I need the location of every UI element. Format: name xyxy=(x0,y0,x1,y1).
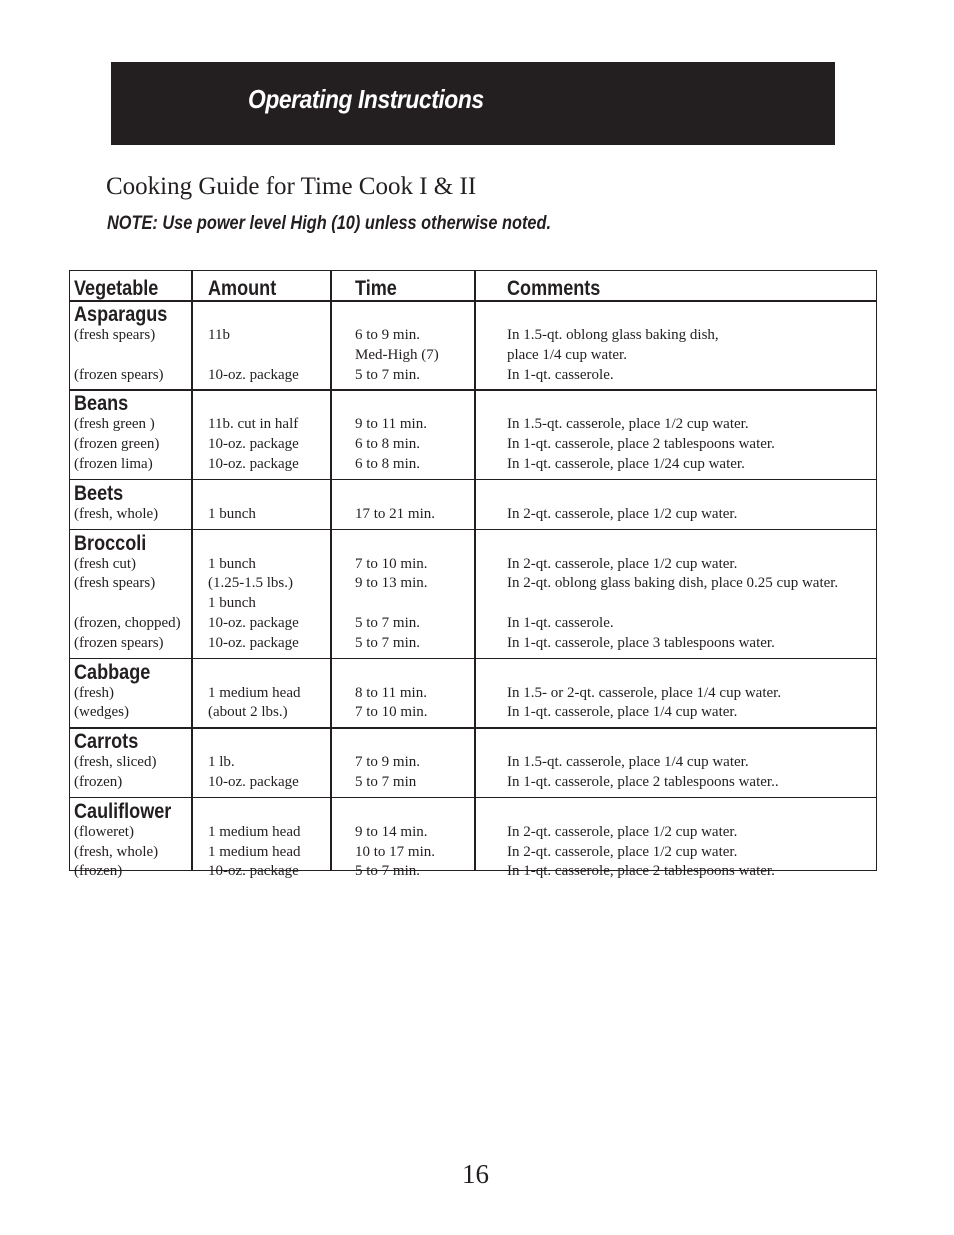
table-cell-time: 17 to 21 min. xyxy=(355,505,436,522)
table-cell-time: 7 to 10 min. xyxy=(355,555,428,572)
table-cell-amount: 1 bunch xyxy=(208,595,256,612)
table-cell-type: (frozen green) xyxy=(74,436,160,453)
table-cell-comment: In 1-qt. casserole. xyxy=(507,615,614,631)
table-cell-type: (frozen) xyxy=(74,863,123,880)
column-header: Comments xyxy=(507,277,601,300)
table-cell-time: 7 to 10 min. xyxy=(355,704,428,721)
column-header: Time xyxy=(355,277,397,300)
table-cell-comment: In 1-qt. casserole, place 2 tablespoons water. xyxy=(507,436,775,453)
table-cell-comment: In 1-qt. casserole, place 1/4 cup water. xyxy=(507,704,738,721)
power-level-note: NOTE: Use power level High (10) unless otherwise noted. xyxy=(107,213,552,234)
vegetable-group-title: Broccoli xyxy=(74,531,147,555)
table-cell-amount: 10-oz. package xyxy=(208,366,299,383)
table-cell-type: (fresh, whole) xyxy=(74,843,159,860)
table-cell-comment: In 2-qt. casserole, place 1/2 cup water. xyxy=(507,555,738,572)
table-cell-comment: In 1-qt. casserole, place 2 tablespoons water.. xyxy=(507,774,779,790)
table-cell-type: (fresh) xyxy=(74,684,114,701)
table-cell-amount: 1 bunch xyxy=(208,505,256,522)
table-cell-comment: In 2-qt. casserole, place 1/2 cup water. xyxy=(507,823,738,840)
table-cell-time: 8 to 11 min. xyxy=(355,684,427,701)
table-cell-comment: In 1-qt. casserole, place 1/24 cup water. xyxy=(507,456,745,472)
vegetable-group-title: Carrots xyxy=(74,730,139,754)
table-cell-comment: In 1.5- or 2-qt. casserole, place 1/4 cup water. xyxy=(507,684,782,701)
table-cell-type: (fresh spears) xyxy=(74,327,156,343)
table-cell-time: 5 to 7 min. xyxy=(355,634,421,651)
table-cell-time: 9 to 11 min. xyxy=(355,416,427,433)
table-cell-comment: In 1-qt. casserole, place 2 tablespoons water. xyxy=(507,863,775,880)
table-cell-comment: In 1-qt. casserole, place 3 tablespoons water. xyxy=(507,634,775,651)
table-cell-type: (frozen) xyxy=(74,774,123,790)
table-cell-type: (wedges) xyxy=(74,704,129,721)
vegetable-group-title: Beans xyxy=(74,392,129,416)
table-cell-time: 10 to 17 min. xyxy=(355,843,436,860)
table-cell-time: 5 to 7 min xyxy=(355,774,417,790)
table-cell-comment: In 1.5-qt. casserole, place 1/4 cup water. xyxy=(507,754,749,771)
column-divider xyxy=(191,271,193,870)
cooking-guide-title: Cooking Guide for Time Cook I & II xyxy=(106,173,477,200)
table-cell-time: 9 to 14 min. xyxy=(355,823,428,840)
table-cell-amount: 10-oz. package xyxy=(208,774,299,790)
vegetable-group-title: Asparagus xyxy=(74,303,168,326)
group-divider xyxy=(70,797,876,799)
column-divider xyxy=(330,271,332,870)
table-cell-amount: 10-oz. package xyxy=(208,436,299,453)
header-divider xyxy=(70,300,876,302)
table-cell-comment: In 2-qt. oblong glass baking dish, place 0.25 cup water. xyxy=(507,575,839,592)
table-cell-comment: place 1/4 cup water. xyxy=(507,346,627,363)
table-cell-time: 6 to 8 min. xyxy=(355,436,421,453)
table-cell-type: (frozen, chopped) xyxy=(74,615,181,631)
group-divider xyxy=(70,727,876,729)
column-header: Vegetable xyxy=(74,277,159,300)
table-cell-comment: In 2-qt. casserole, place 1/2 cup water. xyxy=(507,505,738,522)
column-header: Amount xyxy=(208,277,277,300)
cooking-guide-table xyxy=(69,270,877,880)
table-cell-type: (frozen spears) xyxy=(74,634,164,651)
table-cell-amount: 1 medium head xyxy=(208,823,301,840)
table-cell-amount: 1 lb. xyxy=(208,754,235,771)
table-cell-type: (fresh, whole) xyxy=(74,505,159,522)
group-divider xyxy=(70,529,876,531)
vegetable-group-title: Beets xyxy=(74,481,124,505)
table-cell-amount: 11b xyxy=(208,327,230,343)
table-cell-time: 7 to 9 min. xyxy=(355,754,421,771)
vegetable-group-title: Cauliflower xyxy=(74,799,172,823)
table-cell-amount: 1 medium head xyxy=(208,843,301,860)
page-number: 16 xyxy=(462,1159,489,1189)
vegetable-group-title: Cabbage xyxy=(74,660,151,684)
table-cell-type: (fresh, sliced) xyxy=(74,754,157,771)
table-cell-amount: 10-oz. package xyxy=(208,615,299,631)
table-cell-time: 9 to 13 min. xyxy=(355,575,428,592)
table-cell-type: (fresh spears) xyxy=(74,575,156,592)
table-cell-comment: In 1.5-qt. casserole, place 1/2 cup water. xyxy=(507,416,749,433)
table-cell-amount: 10-oz. package xyxy=(208,863,299,880)
table-cell-time: 6 to 8 min. xyxy=(355,456,421,472)
column-divider xyxy=(474,271,476,870)
table-cell-type: (fresh cut) xyxy=(74,555,137,572)
group-divider xyxy=(70,389,876,391)
table-cell-type: (floweret) xyxy=(74,823,134,840)
table-cell-amount: (about 2 lbs.) xyxy=(208,704,288,721)
table-cell-time: 6 to 9 min. xyxy=(355,327,421,343)
group-divider xyxy=(70,658,876,660)
table-cell-amount: 11b. cut in half xyxy=(208,416,299,433)
table-cell-time: 5 to 7 min. xyxy=(355,366,421,383)
table-cell-comment: In 1.5-qt. oblong glass baking dish, xyxy=(507,327,719,343)
table-cell-time: 5 to 7 min. xyxy=(355,863,421,880)
table-cell-amount: 1 medium head xyxy=(208,684,301,701)
table-cell-type: (frozen spears) xyxy=(74,366,164,383)
table-cell-time: 5 to 7 min. xyxy=(355,615,421,631)
table-cell-comment: In 2-qt. casserole, place 1/2 cup water. xyxy=(507,843,738,860)
table-cell-comment: In 1-qt. casserole. xyxy=(507,366,614,383)
table-cell-amount: 1 bunch xyxy=(208,555,256,572)
group-divider xyxy=(70,479,876,481)
page-header-title: Operating Instructions xyxy=(248,84,484,114)
table-cell-type: (frozen lima) xyxy=(74,456,153,472)
table-cell-amount: 10-oz. package xyxy=(208,456,299,472)
table-cell-amount: 10-oz. package xyxy=(208,634,299,651)
table-cell-amount: (1.25-1.5 lbs.) xyxy=(208,575,293,592)
table-cell-time: Med-High (7) xyxy=(355,346,439,363)
table-cell-type: (fresh green ) xyxy=(74,416,155,433)
